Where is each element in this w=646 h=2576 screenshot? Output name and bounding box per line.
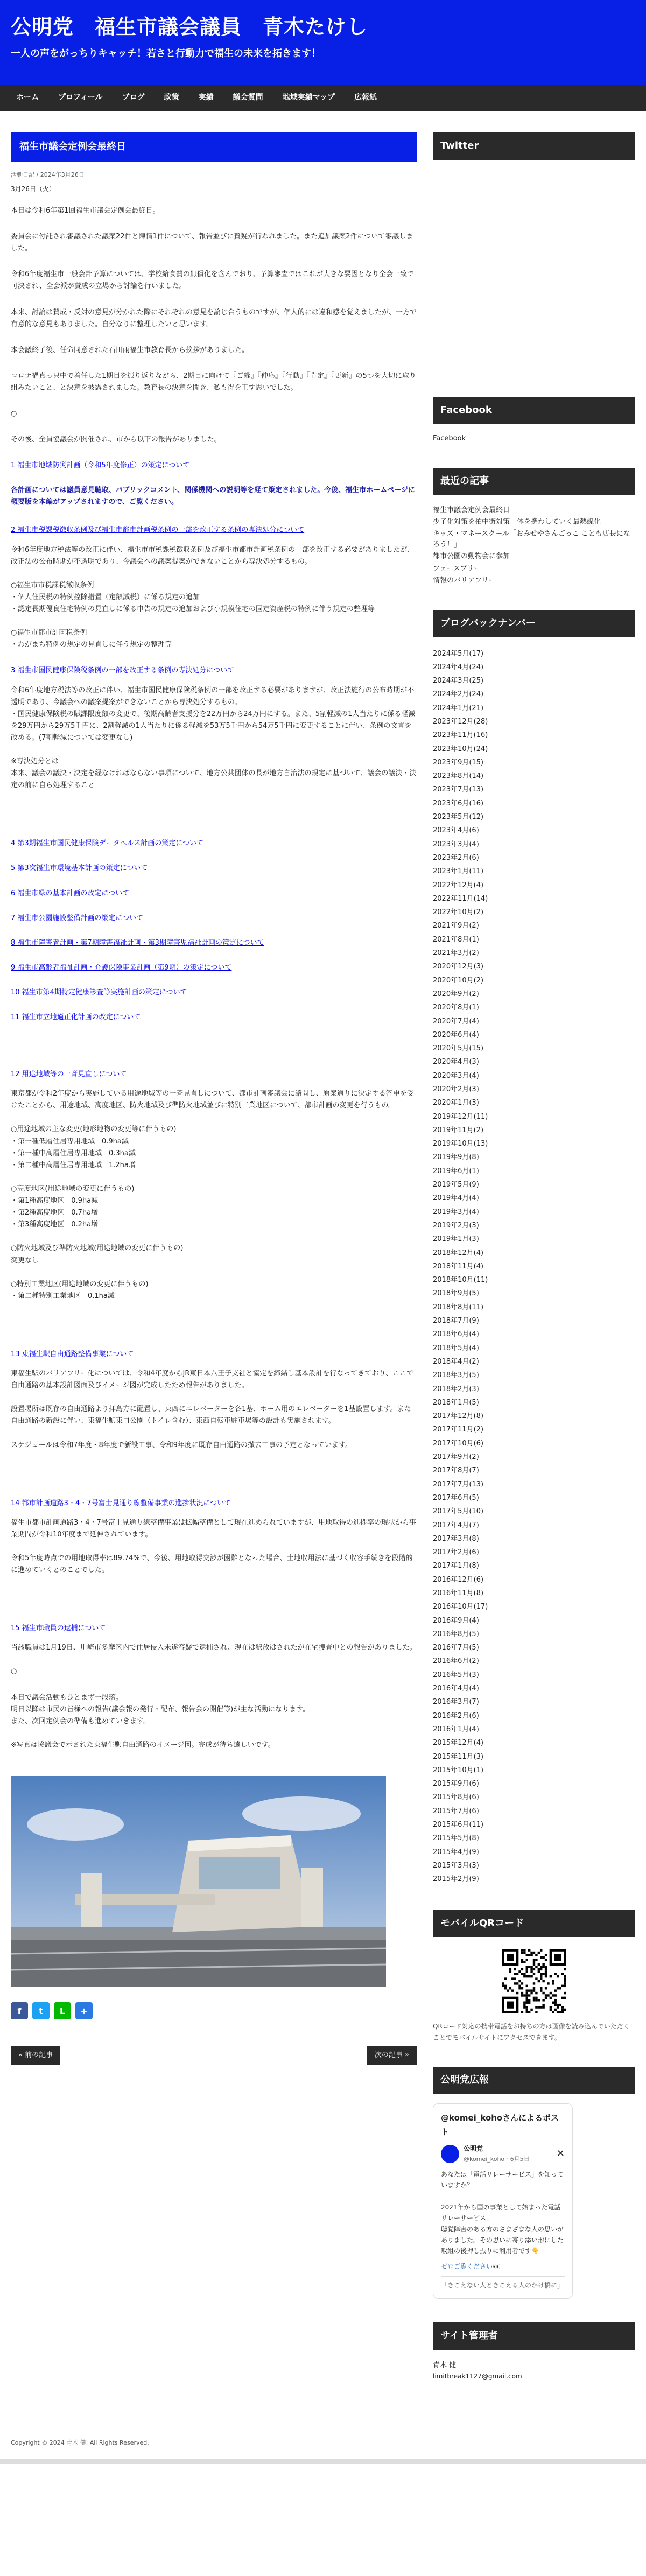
archive-link[interactable]: 2023年5月(12) xyxy=(433,813,484,822)
archive-link[interactable]: 2016年7月(5) xyxy=(433,1644,479,1652)
section-body: 東京都が令和2年度から実施している用途地域等の一斉見直しについて、都市計画審議会に諮問し、原案通りに決定する答申を受けたことから、用途地域、高度地区、防火地域及び準防火地域並びに特別工業地区について、都市計画の変更を行うもの。 ○用途地域の主な変更(地形地物の変更等に伴うもの) ・第一種低層住居専用地域 0.9ha減 ・第一種中高層住居専用地域 0.3ha減 ・第二種中高層住居専用地域 1.2ha増 ○高度地区(用途地域の変更に伴うもの) ・第1種高度地区 0.9ha減 ・第2種高度地区 0.7ha増 ・第3種高度地区 0.2ha増 ○防火地域及び準防火地域(用途地域の変更に伴うもの) 変更なし ○特別工業地区(用途地域の変更に伴うもの) ・第二種特別工業地区 0.1ha減 xyxy=(11,1090,414,1300)
archive-link[interactable]: 2022年10月(2) xyxy=(433,908,484,917)
widget-title: サイト管理者 xyxy=(433,2322,635,2350)
tweet-handle: @komei_koho · 6月5日 xyxy=(464,2155,530,2163)
archive-link[interactable]: 2017年8月(7) xyxy=(433,1466,479,1475)
report-section xyxy=(11,1012,417,1023)
section-body: 当該職員は1月19日、川崎市多摩区内で住居侵入未遂容疑で逮捕され、現在は釈放はされたが在宅捜査中との報告がありました。 ○ xyxy=(11,1644,417,1676)
archive-link[interactable]: 2019年6月(1) xyxy=(433,1167,479,1175)
archive-link[interactable]: 2015年4月(9) xyxy=(433,1848,479,1856)
archive-link[interactable]: 2017年7月(13) xyxy=(433,1480,484,1489)
archive-link[interactable]: 2023年12月(28) xyxy=(433,717,488,726)
post-date: 3月26日（火） xyxy=(11,185,55,193)
report-section xyxy=(11,838,417,850)
site-title[interactable]: 公明党 福生市議会議員 青木たけし xyxy=(11,15,368,39)
recent-post-link[interactable]: キッズ・マネースクール「おみせやさんごっこ ことも店長になろう！」 xyxy=(433,530,630,549)
archive-link[interactable]: 2018年11月(4) xyxy=(433,1262,484,1271)
plus-share-icon[interactable]: + xyxy=(75,2002,93,2019)
widget-title: Facebook xyxy=(433,397,635,424)
archive-link[interactable]: 2015年10月(1) xyxy=(433,1766,484,1774)
intro-paragraph: 委員会に付託され審議された議案22件と陳情1件について、報告並びに賛疑が行われました。また追加議案2件について審議しました。 xyxy=(11,233,413,253)
intro-paragraph: 本日は令和6年第1回福生市議会定例会最終日。 xyxy=(11,207,160,215)
admin-name: 青木 健 xyxy=(433,2361,457,2370)
archive-link[interactable]: 2017年10月(6) xyxy=(433,1439,484,1448)
archive-link[interactable]: 2023年7月(13) xyxy=(433,785,484,794)
recent-post-link[interactable]: 福生市議会定例会最終日 xyxy=(433,506,510,514)
section-link[interactable]: 7 福生市公園施設整備計画の策定について xyxy=(11,914,144,922)
section-link[interactable]: 4 第3期福生市国民健康保険データヘルス計画の策定について xyxy=(11,839,204,848)
recent-post-link[interactable]: 情報のバリアフリー xyxy=(433,576,496,585)
intro-paragraph: その後、全員協議会が開催され、市から以下の報告がありました。 xyxy=(11,436,221,444)
section-body: 福生市都市計画道路3・4・7号富士見通り線整備事業は拡幅整備として現在進められていますが、用地取得の進捗率の現状から事業期間が令和10年度まで延伸されています。 令和5年度時点での用地取得率は89.74%で、今後、用地取得交渉が困難となった場合、土地収用法に基づく収容手続きを段階的に進めていくとのことでした。 xyxy=(11,1518,416,1575)
qr-widget xyxy=(433,1910,635,2043)
archive-link[interactable]: 2017年12月(8) xyxy=(433,1412,484,1421)
tweet-user: 公明党 xyxy=(464,2145,483,2153)
archive-link[interactable]: 2016年1月(4) xyxy=(433,1725,479,1733)
main-nav xyxy=(0,85,646,111)
recent-post-link[interactable]: フェースブリー xyxy=(433,564,481,573)
archive-link[interactable]: 2017年2月(6) xyxy=(433,1548,479,1557)
archive-link[interactable]: 2020年6月(4) xyxy=(433,1030,479,1039)
archive-link[interactable]: 2023年8月(14) xyxy=(433,772,484,781)
section-link[interactable]: 6 福生市緑の基本計画の改定について xyxy=(11,889,130,897)
archive-link[interactable]: 2021年3月(2) xyxy=(433,949,479,958)
tweet-text: あなたは「電話リレーサービス」を知っていますか？ 2021年から国の事業として始まった電話リレーサービス。 聴覚障害のある方のさまざまな人の思いがありました。その思いに寄り添い形にした取組の後押し振りに利用者です👇 xyxy=(441,2170,564,2255)
tweet-heading: @komei_kohoさんによるポスト xyxy=(441,2113,559,2137)
section-link[interactable]: 10 福生市第4期特定健康診査等実施計画の策定について xyxy=(11,988,187,996)
archive-link[interactable]: 2016年11月(8) xyxy=(433,1589,484,1597)
nav-blog[interactable]: ブログ xyxy=(122,93,145,102)
widget-title: ブログバックナンバー xyxy=(433,610,635,637)
section-link[interactable]: 8 福生市障害者計画・第7期障害福祉計画・第3期障害児福祉計画の策定について xyxy=(11,938,264,947)
archive-link[interactable]: 2018年5月(4) xyxy=(433,1344,479,1352)
nav-questions[interactable]: 議会質問 xyxy=(233,93,263,102)
archive-link[interactable]: 2018年6月(4) xyxy=(433,1330,479,1339)
line-share-icon[interactable]: L xyxy=(54,2002,71,2019)
archive-link[interactable]: 2016年4月(4) xyxy=(433,1684,479,1693)
archive-link[interactable]: 2018年10月(11) xyxy=(433,1276,488,1285)
archive-link[interactable]: 2024年1月(21) xyxy=(433,704,484,712)
site-footer xyxy=(0,2427,646,2459)
report-section xyxy=(11,665,417,791)
section-link[interactable]: 1 福生市地域防災計画（令和5年度修正）の策定について xyxy=(11,461,190,470)
report-section xyxy=(11,1349,417,1451)
report-section xyxy=(11,962,417,974)
archive-link[interactable]: 2023年11月(16) xyxy=(433,731,488,740)
archive-link[interactable]: 2019年1月(3) xyxy=(433,1235,479,1244)
section-link[interactable]: 12 用途地域等の一斉見直しについて xyxy=(11,1070,127,1079)
bottom-bar xyxy=(0,2459,646,2464)
archive-link[interactable]: 2016年9月(4) xyxy=(433,1616,479,1625)
archive-link[interactable]: 2017年11月(2) xyxy=(433,1426,484,1434)
next-post-link[interactable]: 次の記事 » xyxy=(367,2046,417,2065)
facebook-widget xyxy=(433,397,635,445)
section-link[interactable]: 3 福生市国民健康保険税条例の一部を改正する条例の専決処分について xyxy=(11,666,235,675)
archive-link[interactable]: 2018年8月(11) xyxy=(433,1303,484,1311)
archive-link[interactable]: 2017年4月(7) xyxy=(433,1521,479,1529)
archive-link[interactable]: 2015年3月(3) xyxy=(433,1861,479,1870)
archive-link[interactable]: 2019年5月(9) xyxy=(433,1181,479,1189)
prev-post-link[interactable]: « 前の記事 xyxy=(11,2046,60,2065)
nav-policy[interactable]: 政策 xyxy=(164,93,179,102)
intro-paragraph: 本来、討論は賛成・反対の意見が分かれた際にそれぞれの意見を論じ合うものですが、個人的には違和感を覚えましたが、一方で有意的な意見もありました。自分なりに整理したいと思います。 xyxy=(11,308,417,328)
archive-link[interactable]: 2023年10月(24) xyxy=(433,745,488,753)
archive-link[interactable]: 2020年8月(1) xyxy=(433,1003,479,1012)
widget-title: Twitter xyxy=(433,132,635,160)
archive-link[interactable]: 2024年2月(24) xyxy=(433,690,484,699)
intro-paragraph: 本会議終了後、任命同意された石田雨福生市教育長から挨拶がありました。 xyxy=(11,346,249,354)
archive-link[interactable]: 2023年1月(11) xyxy=(433,867,484,876)
section-body: 東福生駅のバリアフリー化については、令和4年度からJR東日本八王子支社と協定を締結し基本設計を行なってきており、ここで自由通路の基本設計図面及びイメージ図が完成したため報告がありました。 設置場所は既存の自由通路より拝島方に配置し、東西にエレベーターを各1基、ホーム用のエレベーターを1基設置します。また自由通路の新設に伴い、東福生駅東口公園（トイレ含む）、東西自転車駐車場等の設計も実施されます。 スケジュールは令和7年度・8年度で新設工事、令和9年度に既存自由通路の撤去工事の予定となっています。 xyxy=(11,1369,414,1449)
archive-link[interactable]: 2020年9月(2) xyxy=(433,989,479,998)
archive-link[interactable]: 2018年7月(9) xyxy=(433,1317,479,1325)
section-link[interactable]: 13 東福生駅自由通路整備事業について xyxy=(11,1350,134,1358)
recent-posts-widget xyxy=(433,468,635,586)
section-link[interactable]: 15 福生市職員の逮捕について xyxy=(11,1624,106,1633)
section-link[interactable]: 5 第3次福生市環境基本計画の策定について xyxy=(11,864,148,873)
share-buttons xyxy=(11,2002,417,2019)
admin-widget xyxy=(433,2322,635,2381)
archive-link[interactable]: 2016年3月(7) xyxy=(433,1698,479,1707)
post-pager xyxy=(11,2046,417,2065)
main-content xyxy=(11,132,417,2405)
station-rendering-image xyxy=(11,1776,386,1987)
report-section xyxy=(11,937,417,949)
archive-link[interactable]: 2020年3月(4) xyxy=(433,1071,479,1080)
intro-paragraph: ○ xyxy=(11,410,17,418)
archive-link[interactable]: 2018年4月(2) xyxy=(433,1357,479,1366)
archive-link[interactable]: 2024年5月(17) xyxy=(433,649,484,658)
archive-link[interactable]: 2020年7月(4) xyxy=(433,1017,479,1026)
admin-email[interactable]: limitbreak1127@gmail.com xyxy=(433,2373,522,2381)
archive-link[interactable]: 2015年12月(4) xyxy=(433,1739,484,1747)
archive-link[interactable]: 2015年9月(6) xyxy=(433,1780,479,1788)
post-outro: 本日で議会活動もひとまず一段落。 明日以降は市民の皆様への報告(議会報の発行・配布、報告会の開催等)が主な活動になります。 また、次回定例会の準備も進めていきます。 ※写真は協議会で示された東福生駅自由通路のイメージ図。完成が待ち遠しいです。 xyxy=(11,1693,310,1749)
intro-paragraph: コロナ禍真っ只中で着任した1期目を振り返りながら、2期目に向けて『ご縁』『仲応』『行動』『肯定』『更新』の5つを大切に取り組みたいこと、と決意を披露されました。教育長の決意を聞き、私も得を正す思いでした。 xyxy=(11,371,416,392)
archive-link[interactable]: 2016年5月(3) xyxy=(433,1670,479,1679)
info-note: 各計画については議員意見聴取、パブリックコメント、関係機関への説明等を経て策定されました。今後、福生市ホームページに概要版を本編がアップされますので、ご覧ください。 xyxy=(11,486,416,507)
qr-code-image xyxy=(500,1947,568,2016)
archive-link[interactable]: 2015年8月(6) xyxy=(433,1793,479,1802)
archive-link[interactable]: 2022年11月(14) xyxy=(433,894,488,903)
archive-link[interactable]: 2020年2月(3) xyxy=(433,1085,479,1093)
archive-link[interactable]: 2021年9月(2) xyxy=(433,922,479,930)
archive-link[interactable]: 2020年12月(3) xyxy=(433,963,484,971)
section-body: 令和6年度地方税法等の改正に伴い、福生市市税課税徴収条例及び福生市都市計画税条例の一部を改正する必要がありましたが、改正法の公布時期が不透明であり、今議会への議案提案ができないことから専決処分するもの。 ○福生市市税課税徴収条例 ・個人住民税の特例控除措置（定額減税）に係る規定の追加 ・認定長期優良住宅特例の見直しに係る申告の規定の追加および小規模住宅の固定資産税の特例に伴う規定の整理等 ○福生市都市計画税条例 ・わがまち特例の規定の見直しに伴う規定の整理等 xyxy=(11,545,415,649)
archive-link[interactable]: 2019年4月(4) xyxy=(433,1194,479,1203)
archive-link[interactable]: 2019年3月(4) xyxy=(433,1208,479,1216)
archive-link[interactable]: 2020年5月(15) xyxy=(433,1044,484,1053)
section-link[interactable]: 11 福生市立地適正化計画の改定について xyxy=(11,1013,141,1022)
avatar xyxy=(441,2145,459,2163)
copyright: Copyright © 2024 青木 健. All Rights Reserved. xyxy=(11,2439,149,2446)
archive-link[interactable]: 2017年9月(2) xyxy=(433,1453,479,1462)
section-link[interactable]: 2 福生市税課税徴収条例及び福生市都市計画税条例の一部を改正する条例の専決処分について xyxy=(11,526,305,535)
post-title: 福生市議会定例会最終日 xyxy=(11,132,417,162)
nav-newsletter[interactable]: 広報紙 xyxy=(354,93,377,102)
archive-link[interactable]: 2023年9月(15) xyxy=(433,758,484,767)
widget-title: 公明党広報 xyxy=(433,2067,635,2094)
nav-map[interactable]: 地域実績マップ xyxy=(282,93,335,102)
archive-link[interactable]: 2018年9月(5) xyxy=(433,1289,479,1298)
komei-koho-widget xyxy=(433,2067,635,2299)
intro-paragraph: 令和6年度福生市一般会計予算については、学校給食費の無償化を含んでおり、予算審査ではこれが大きな要因となり全会一致で可決され、全会派が賛成の立場から討論を行いました。 xyxy=(11,270,415,291)
archive-link[interactable]: 2015年11月(3) xyxy=(433,1752,484,1761)
archive-link[interactable]: 2016年8月(5) xyxy=(433,1630,479,1638)
archive-link[interactable]: 2015年6月(11) xyxy=(433,1821,484,1829)
qr-description: QRコード対応の携帯電話をお持ちの方は画像を読み込んでいただくことでモバイルサイトにアクセスできます。 xyxy=(433,2023,630,2041)
report-section xyxy=(11,888,417,900)
section-link[interactable]: 9 福生市高齢者福祉計画・介護保険事業計画（第9期）の策定について xyxy=(11,963,232,972)
archive-link[interactable]: 2021年8月(1) xyxy=(433,935,479,944)
widget-title: モバイルQRコード xyxy=(433,1910,635,1938)
recent-post-link[interactable]: 都市公園の動物会に参加 xyxy=(433,552,510,561)
x-logo-icon: ✕ xyxy=(556,2147,565,2159)
archive-link[interactable]: 2018年12月(4) xyxy=(433,1248,484,1257)
archive-link[interactable]: 2019年10月(13) xyxy=(433,1140,488,1148)
archive-link[interactable]: 2023年3月(4) xyxy=(433,840,479,848)
archive-list xyxy=(433,647,635,1886)
archive-link[interactable]: 2016年12月(6) xyxy=(433,1575,484,1584)
archive-link[interactable]: 2015年7月(6) xyxy=(433,1807,479,1815)
tweet-footer: 「きこえない人ときこえる人のかけ橋に」 xyxy=(441,2276,565,2291)
archive-link[interactable]: 2017年5月(10) xyxy=(433,1507,484,1516)
archive-link[interactable]: 2019年11月(2) xyxy=(433,1126,484,1134)
facebook-link[interactable]: Facebook xyxy=(433,434,466,443)
site-tagline: 一人の声をがっちりキャッチ！若さと行動力で福生の未来を拓きます！ xyxy=(11,48,321,60)
archive-widget xyxy=(433,610,635,1886)
embedded-tweet[interactable] xyxy=(433,2103,573,2299)
archive-link[interactable]: 2023年4月(6) xyxy=(433,826,479,835)
archive-link[interactable]: 2022年12月(4) xyxy=(433,881,484,889)
recent-post-link[interactable]: 少子化対策を柏中街対策 体を携わしていく最熱線化 xyxy=(433,518,601,527)
archive-link[interactable]: 2017年3月(8) xyxy=(433,1534,479,1543)
facebook-share-icon[interactable]: f xyxy=(11,2002,28,2019)
tweet-more[interactable]: ゼロご覧ください👀 xyxy=(441,2262,501,2270)
archive-link[interactable]: 2024年3月(25) xyxy=(433,677,484,685)
archive-link[interactable]: 2016年6月(2) xyxy=(433,1657,479,1666)
archive-link[interactable]: 2015年2月(9) xyxy=(433,1875,479,1884)
archive-link[interactable]: 2020年1月(3) xyxy=(433,1099,479,1107)
archive-link[interactable]: 2020年4月(3) xyxy=(433,1058,479,1066)
archive-link[interactable]: 2015年5月(8) xyxy=(433,1834,479,1843)
report-section xyxy=(11,862,417,874)
nav-home[interactable]: ホーム xyxy=(16,93,39,102)
archive-link[interactable]: 2018年1月(5) xyxy=(433,1398,479,1407)
post-meta: 活動日記 / 2024年3月26日 xyxy=(11,171,85,178)
twitter-share-icon[interactable]: t xyxy=(32,2002,50,2019)
archive-link[interactable]: 2023年6月(16) xyxy=(433,799,484,808)
archive-link[interactable]: 2023年2月(6) xyxy=(433,853,479,862)
post-intro xyxy=(11,205,417,446)
report-section xyxy=(11,524,417,651)
archive-link[interactable]: 2024年4月(24) xyxy=(433,663,484,671)
archive-link[interactable]: 2016年2月(6) xyxy=(433,1711,479,1720)
archive-link[interactable]: 2019年2月(3) xyxy=(433,1221,479,1230)
report-section xyxy=(11,1069,417,1302)
site-header xyxy=(0,0,646,85)
nav-profile[interactable]: プロフィール xyxy=(58,93,103,102)
archive-link[interactable]: 2018年3月(5) xyxy=(433,1371,479,1380)
report-section xyxy=(11,460,417,472)
twitter-widget xyxy=(433,132,635,160)
sidebar xyxy=(433,132,635,2405)
archive-link[interactable]: 2018年2月(3) xyxy=(433,1385,479,1393)
widget-title: 最近の記事 xyxy=(433,468,635,495)
report-section xyxy=(11,913,417,924)
report-section xyxy=(11,1498,417,1577)
report-section xyxy=(11,987,417,999)
section-body: 令和6年度地方税法等の改正に伴い、福生市国民健康保険税条例の一部を改正する必要がありますが、改正法施行の公布時期が不透明であり、今議会への議案提案ができないことから専決処分するもの。 ・国民健康保険税の賦課限度額の変更で、後期高齢者支援分を22万円から24万円にする。また、5割軽減の1人当たりに係る軽減を29万円から29万5千円に、2割軽減の1人当たりに係る軽減を53万5千円から54万5千円に変更することに伴い、条例の文言を改める。(7割軽減については変更なし) ※専決処分とは 本来、議会の議決・決定を経なければならない事項について、地方公共団体の長が地方自治法の規定に基づいて、議会の議決・決定の前に自ら処理すること xyxy=(11,686,417,790)
archive-link[interactable]: 2017年6月(5) xyxy=(433,1493,479,1502)
archive-link[interactable]: 2017年1月(8) xyxy=(433,1562,479,1570)
archive-link[interactable]: 2019年9月(8) xyxy=(433,1153,479,1162)
nav-achievements[interactable]: 実績 xyxy=(198,93,214,102)
archive-link[interactable]: 2019年12月(11) xyxy=(433,1112,488,1121)
report-section xyxy=(11,1623,417,1677)
archive-link[interactable]: 2016年10月(17) xyxy=(433,1603,488,1611)
archive-link[interactable]: 2020年10月(2) xyxy=(433,976,484,985)
section-link[interactable]: 14 都市計画道路3・4・7号富士見通り線整備事業の進捗状況について xyxy=(11,1499,231,1507)
